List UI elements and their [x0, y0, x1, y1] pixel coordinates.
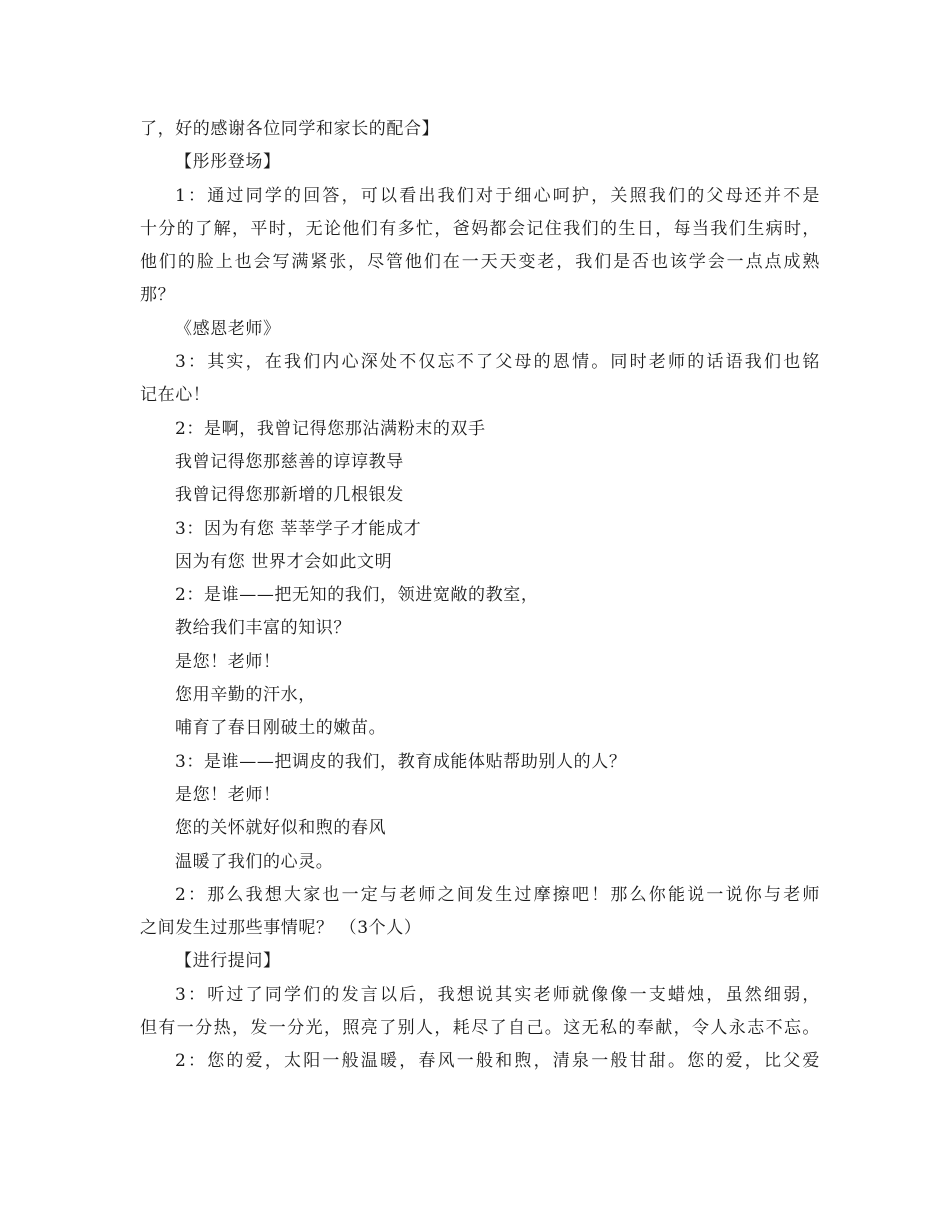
text-line: 教给我们丰富的知识？	[175, 618, 351, 639]
text-line: 十分的了解，平时，无论他们有多忙，爸妈都会记住我们的生日，每当我们生病时，	[140, 218, 820, 239]
text-line: 因为有您 世界才会如此文明	[175, 551, 393, 572]
text-line: 记在心！	[140, 385, 211, 406]
text-line: 是您！老师！	[175, 651, 281, 672]
text-line: 了，好的感谢各位同学和家长的配合】	[140, 119, 440, 139]
text-line: 3：因为有您 莘莘学子才能成才	[175, 518, 422, 539]
document-body	[140, 113, 820, 1079]
text-line: 2：您的爱，太阳一般温暖，春风一般和煦，清泉一般甘甜。您的爱，比父爱	[175, 1051, 820, 1072]
text-line: 是您！老师！	[175, 784, 281, 805]
text-line: 2：那么我想大家也一定与老师之间发生过摩擦吧！那么你能说一说你与老师	[175, 884, 820, 905]
text-line: 我曾记得您那慈善的谆谆教导	[175, 451, 404, 472]
text-line: 2：是谁——把无知的我们，领进宽敞的教室，	[175, 585, 539, 606]
text-line: 《感恩老师》	[175, 318, 281, 339]
text-line: 他们的脸上也会写满紧张，尽管他们在一天天变老，我们是否也该学会一点点成熟	[140, 252, 820, 273]
text-line: 之间发生过那些事情呢？ （3个人）	[140, 918, 422, 939]
text-line: 您的关怀就好似和煦的春风	[175, 818, 387, 839]
text-line: 2：是啊，我曾记得您那沾满粉末的双手	[175, 418, 486, 439]
text-line: 但有一分热，发一分光，照亮了别人，耗尽了自己。这无私的奉献，令人永志不忘。	[140, 1018, 820, 1039]
text-line: 1：通过同学的回答，可以看出我们对于细心呵护，关照我们的父母还并不是	[175, 185, 820, 206]
text-line: 哺育了春日刚破土的嫩苗。	[175, 718, 387, 739]
text-line: 那？	[140, 285, 176, 306]
text-line: 【彤彤登场】	[175, 152, 281, 173]
text-line: 3：其实，在我们内心深处不仅忘不了父母的恩情。同时老师的话语我们也铭	[175, 352, 820, 373]
text-line: 3：听过了同学们的发言以后，我想说其实老师就像像一支蜡烛，虽然细弱，	[175, 984, 820, 1005]
text-line: 【进行提问】	[175, 951, 281, 972]
text-line: 您用辛勤的汗水，	[175, 685, 316, 706]
text-line: 3：是谁——把调皮的我们，教育成能体贴帮助别人的人？	[175, 751, 627, 772]
text-line: 我曾记得您那新增的几根银发	[175, 485, 404, 506]
text-line: 温暖了我们的心灵。	[175, 851, 334, 872]
